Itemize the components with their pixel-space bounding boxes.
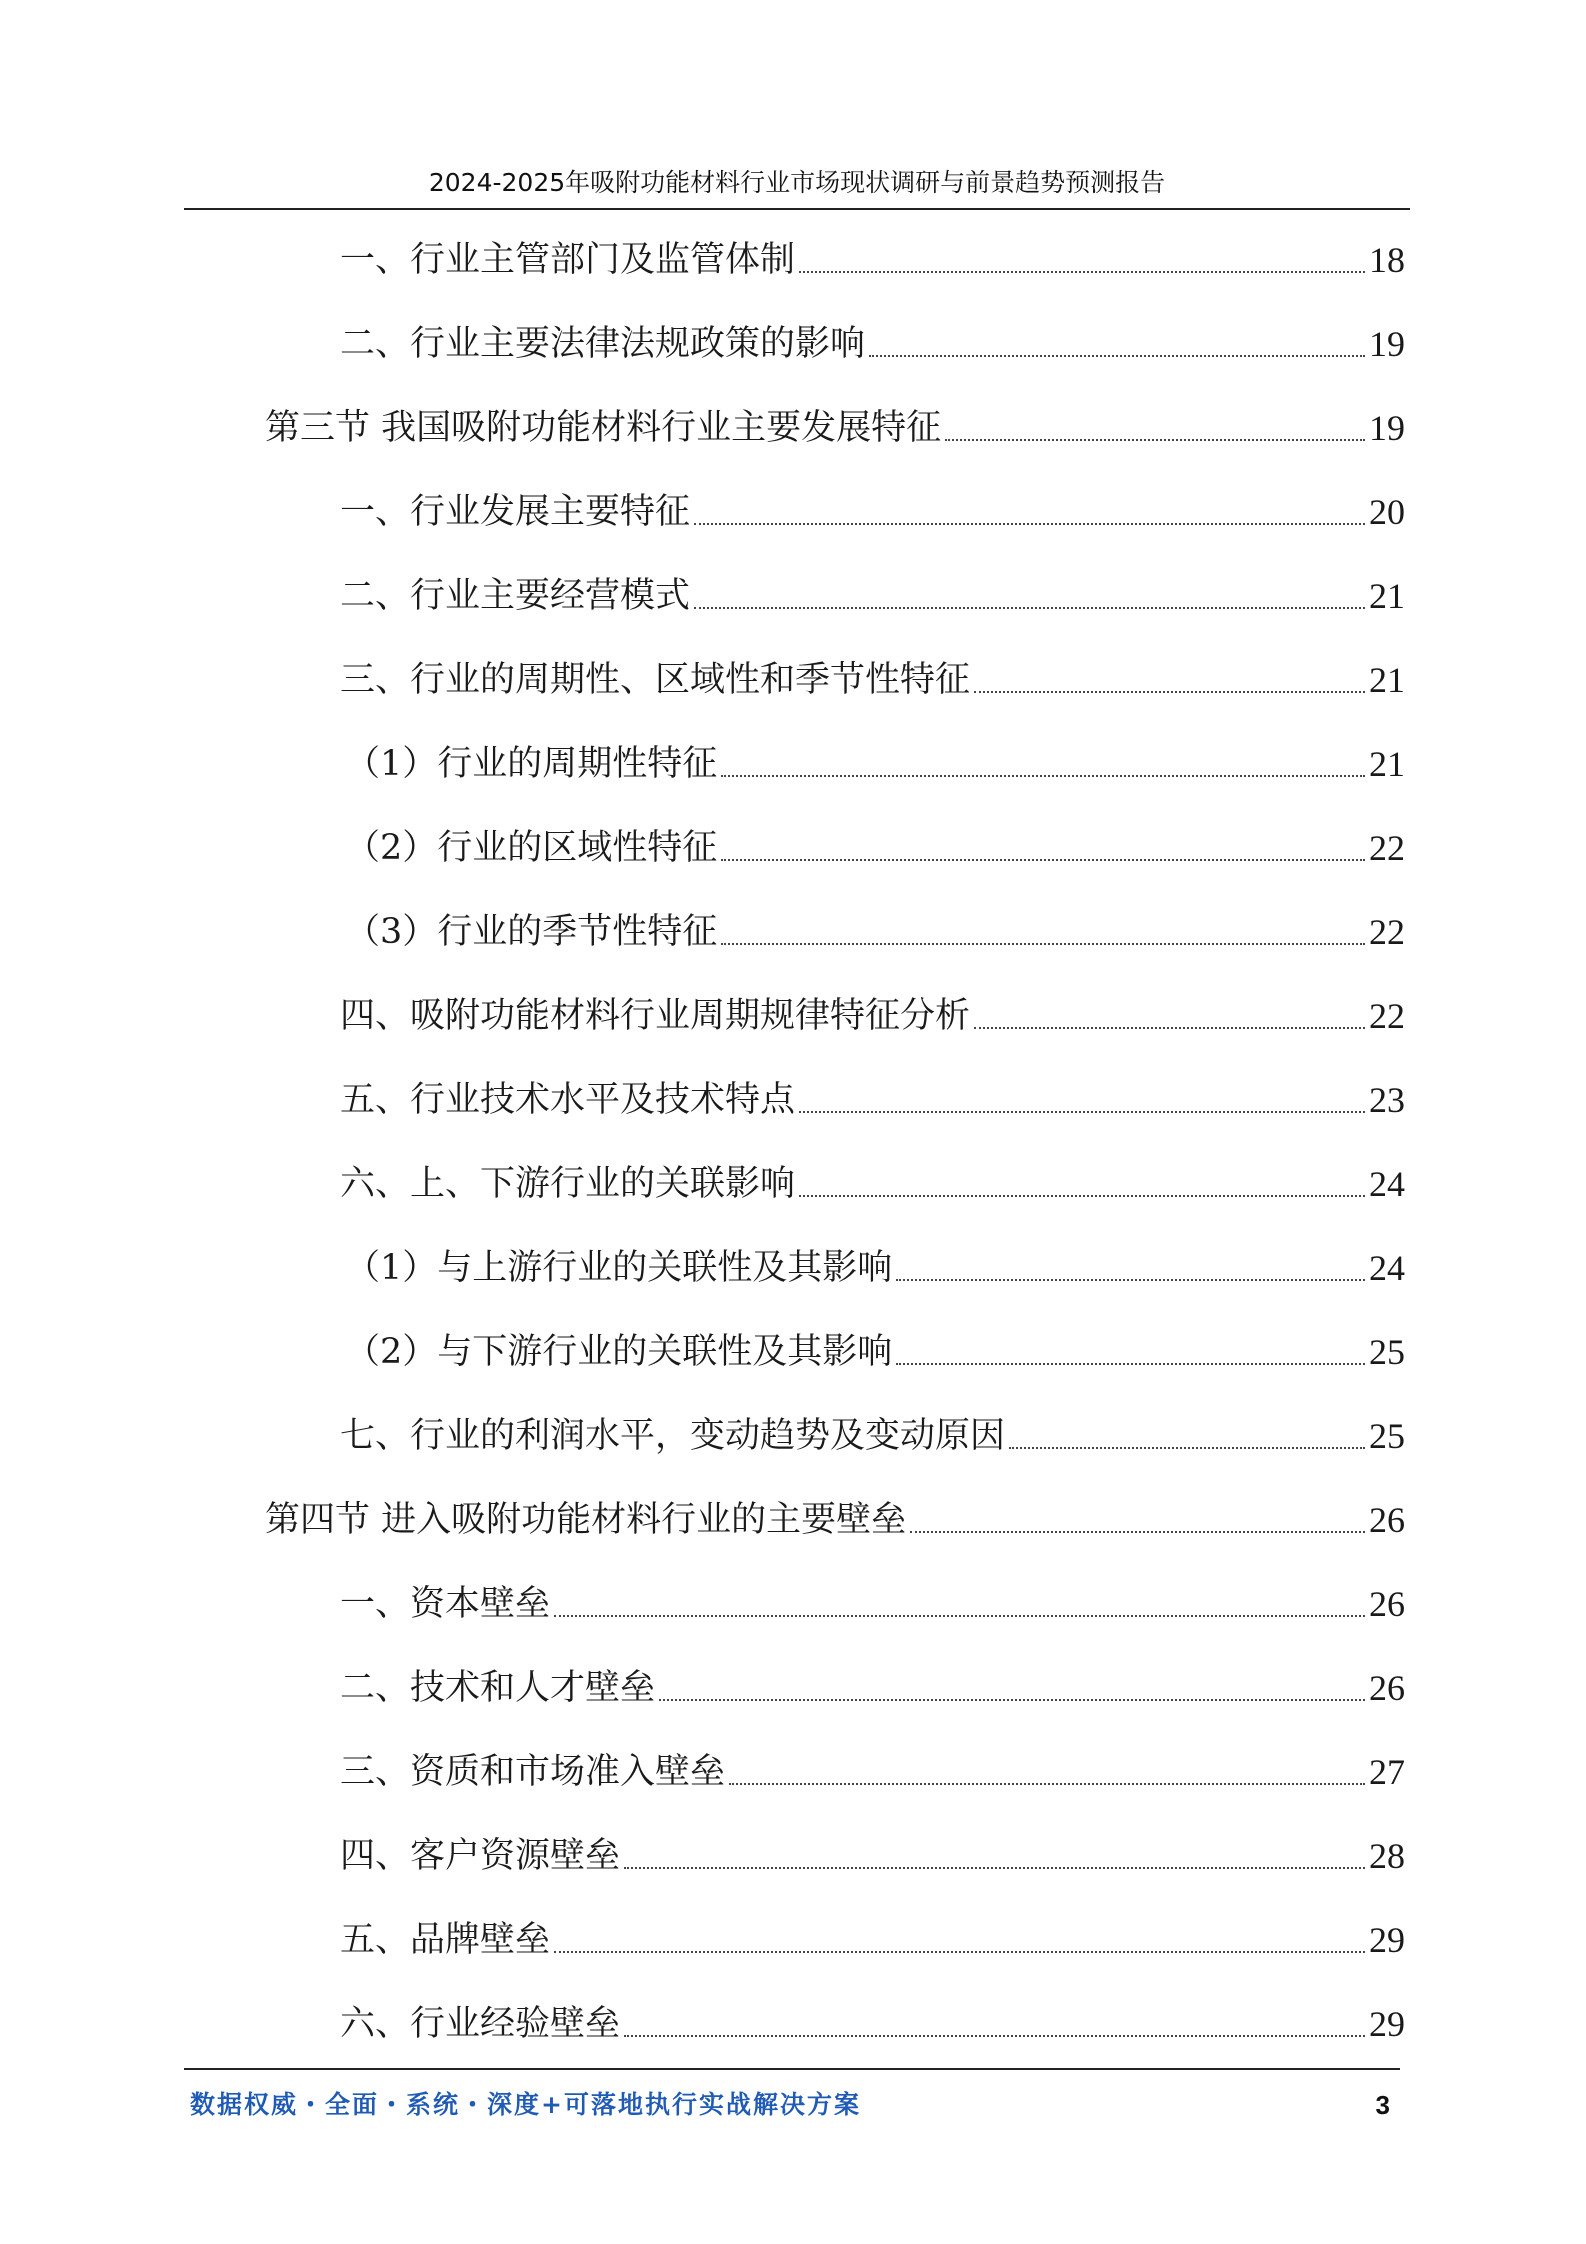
toc-entry-page: 22 bbox=[1369, 996, 1405, 1036]
toc-entry-label: 五、行业技术水平及技术特点 bbox=[340, 1080, 796, 1120]
toc-entry-label: （2）行业的区域性特征 bbox=[345, 828, 718, 868]
toc-entry-label: 五、品牌壁垒 bbox=[340, 1920, 551, 1960]
toc-entry-page: 19 bbox=[1369, 324, 1405, 364]
toc-entry[interactable] bbox=[340, 645, 1405, 705]
toc-entry[interactable] bbox=[340, 1989, 1405, 2049]
toc-entry-label: 一、行业主管部门及监管体制 bbox=[340, 240, 796, 280]
toc-entry[interactable] bbox=[340, 1065, 1405, 1125]
toc-dot-leader bbox=[799, 1195, 1365, 1197]
toc-entry[interactable] bbox=[340, 1653, 1405, 1713]
toc-entry-page: 25 bbox=[1369, 1416, 1405, 1456]
footer-divider bbox=[184, 2068, 1400, 2070]
toc-dot-leader bbox=[896, 1279, 1365, 1281]
toc-dot-leader bbox=[721, 775, 1365, 777]
header-divider bbox=[184, 208, 1410, 210]
toc-dot-leader bbox=[945, 439, 1365, 441]
toc-entry-page: 18 bbox=[1369, 240, 1405, 280]
toc-dot-leader bbox=[799, 271, 1365, 273]
toc-entry-label: 六、行业经验壁垒 bbox=[340, 2004, 621, 2044]
toc-section-entry[interactable] bbox=[265, 393, 1405, 453]
toc-entry-label: 一、行业发展主要特征 bbox=[340, 492, 691, 532]
toc-entry[interactable] bbox=[345, 729, 1405, 789]
page-number: 3 bbox=[1375, 2090, 1390, 2120]
toc-dot-leader bbox=[624, 2035, 1365, 2037]
toc-entry[interactable] bbox=[345, 813, 1405, 873]
toc-entry-page: 24 bbox=[1369, 1248, 1405, 1288]
toc-entry-page: 28 bbox=[1369, 1836, 1405, 1876]
toc-entry[interactable] bbox=[340, 1905, 1405, 1965]
toc-dot-leader bbox=[974, 691, 1365, 693]
toc-entry-page: 22 bbox=[1369, 828, 1405, 868]
toc-entry[interactable] bbox=[340, 477, 1405, 537]
toc-entry-page: 26 bbox=[1369, 1668, 1405, 1708]
toc-entry[interactable] bbox=[340, 1401, 1405, 1461]
toc-entry-page: 22 bbox=[1369, 912, 1405, 952]
toc-dot-leader bbox=[721, 943, 1365, 945]
page-header-title: 2024-2025年吸附功能材料行业市场现状调研与前景趋势预测报告 bbox=[428, 168, 1166, 197]
toc-dot-leader bbox=[694, 523, 1365, 525]
toc-entry-label: 二、技术和人才壁垒 bbox=[340, 1668, 656, 1708]
toc-entry-label: 第四节 进入吸附功能材料行业的主要壁垒 bbox=[265, 1500, 907, 1540]
toc-entry[interactable] bbox=[340, 1821, 1405, 1881]
toc-entry-label: （3）行业的季节性特征 bbox=[345, 912, 718, 952]
toc-entry-label: 一、资本壁垒 bbox=[340, 1584, 551, 1624]
toc-entry-label: （2）与下游行业的关联性及其影响 bbox=[345, 1332, 893, 1372]
toc-entry-label: （1）与上游行业的关联性及其影响 bbox=[345, 1248, 893, 1288]
toc-dot-leader bbox=[869, 355, 1365, 357]
toc-entry-page: 25 bbox=[1369, 1332, 1405, 1372]
toc-entry-page: 23 bbox=[1369, 1080, 1405, 1120]
toc-entry-page: 20 bbox=[1369, 492, 1405, 532]
toc-dot-leader bbox=[910, 1531, 1365, 1533]
toc-dot-leader bbox=[721, 859, 1365, 861]
toc-entry-page: 21 bbox=[1369, 660, 1405, 700]
toc-section-entry[interactable] bbox=[265, 1485, 1405, 1545]
toc-dot-leader bbox=[729, 1783, 1365, 1785]
toc-dot-leader bbox=[974, 1027, 1365, 1029]
toc-entry-label: 四、客户资源壁垒 bbox=[340, 1836, 621, 1876]
toc-entry[interactable] bbox=[340, 225, 1405, 285]
toc-entry[interactable] bbox=[340, 981, 1405, 1041]
toc-entry[interactable] bbox=[345, 897, 1405, 957]
toc-entry[interactable] bbox=[340, 1149, 1405, 1209]
toc-entry-page: 29 bbox=[1369, 1920, 1405, 1960]
toc-entry-page: 26 bbox=[1369, 1500, 1405, 1540]
toc-dot-leader bbox=[554, 1615, 1365, 1617]
toc-entry-label: 四、吸附功能材料行业周期规律特征分析 bbox=[340, 996, 971, 1036]
toc-entry[interactable] bbox=[340, 1569, 1405, 1629]
toc-entry[interactable] bbox=[340, 1737, 1405, 1797]
toc-entry-page: 27 bbox=[1369, 1752, 1405, 1792]
toc-entry-label: 六、上、下游行业的关联影响 bbox=[340, 1164, 796, 1204]
toc-dot-leader bbox=[659, 1699, 1365, 1701]
toc-entry-label: （1）行业的周期性特征 bbox=[345, 744, 718, 784]
toc-dot-leader bbox=[554, 1951, 1365, 1953]
toc-dot-leader bbox=[694, 607, 1365, 609]
toc-entry-label: 三、资质和市场准入壁垒 bbox=[340, 1752, 726, 1792]
toc-entry-page: 29 bbox=[1369, 2004, 1405, 2044]
toc-entry[interactable] bbox=[340, 561, 1405, 621]
toc-entry-label: 第三节 我国吸附功能材料行业主要发展特征 bbox=[265, 408, 942, 448]
toc-entry-page: 26 bbox=[1369, 1584, 1405, 1624]
toc-dot-leader bbox=[1009, 1447, 1365, 1449]
footer-slogan: 数据权威・全面・系统・深度+可落地执行实战解决方案 bbox=[190, 2090, 861, 2119]
toc-entry-page: 19 bbox=[1369, 408, 1405, 448]
toc-entry-label: 七、行业的利润水平，变动趋势及变动原因 bbox=[340, 1416, 1006, 1456]
toc-dot-leader bbox=[896, 1363, 1365, 1365]
toc-entry[interactable] bbox=[345, 1317, 1405, 1377]
toc-entry[interactable] bbox=[340, 309, 1405, 369]
toc-entry-label: 二、行业主要法律法规政策的影响 bbox=[340, 324, 866, 364]
toc-dot-leader bbox=[799, 1111, 1365, 1113]
toc-entry-label: 三、行业的周期性、区域性和季节性特征 bbox=[340, 660, 971, 700]
toc-entry-page: 21 bbox=[1369, 744, 1405, 784]
toc-entry-page: 21 bbox=[1369, 576, 1405, 616]
toc-dot-leader bbox=[624, 1867, 1365, 1869]
toc-entry-label: 二、行业主要经营模式 bbox=[340, 576, 691, 616]
toc-entry-page: 24 bbox=[1369, 1164, 1405, 1204]
toc-entry[interactable] bbox=[345, 1233, 1405, 1293]
